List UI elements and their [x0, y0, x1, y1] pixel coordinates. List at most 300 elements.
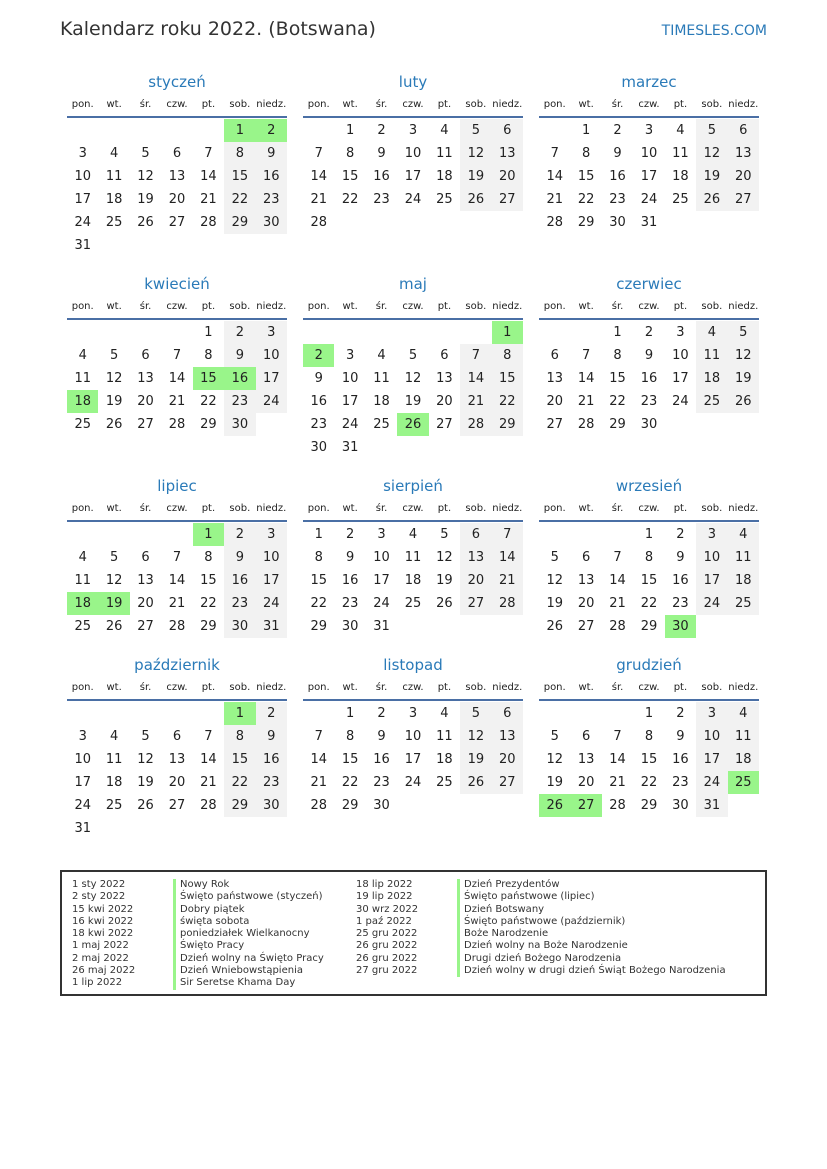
holiday-day-cell[interactable]: 25: [728, 771, 759, 794]
day-cell[interactable]: 26: [137, 215, 154, 230]
day-cell[interactable]: 25: [436, 775, 453, 790]
day-cell[interactable]: 28: [546, 215, 563, 230]
day-cell[interactable]: 21: [200, 775, 217, 790]
day-cell[interactable]: 26: [105, 619, 123, 634]
day-cell[interactable]: 7: [613, 729, 622, 744]
day-cell[interactable]: 5: [440, 527, 449, 542]
day-cell[interactable]: 16: [310, 394, 327, 409]
day-cell[interactable]: 12: [137, 169, 154, 184]
day-cell[interactable]: 12: [546, 573, 563, 588]
day-cell[interactable]: 11: [696, 344, 727, 367]
day-cell[interactable]: 30: [224, 413, 255, 436]
day-cell[interactable]: 6: [492, 702, 523, 725]
day-cell[interactable]: 27: [168, 215, 186, 230]
brand-link[interactable]: TIMESLES.COM: [661, 23, 767, 39]
day-cell[interactable]: 20: [492, 748, 523, 771]
day-cell[interactable]: 24: [256, 390, 287, 413]
day-cell[interactable]: 19: [137, 192, 154, 207]
day-cell[interactable]: 22: [341, 775, 359, 790]
day-cell[interactable]: 24: [373, 596, 390, 611]
day-cell[interactable]: 22: [341, 192, 359, 207]
day-cell[interactable]: 9: [345, 550, 355, 565]
day-cell[interactable]: 17: [640, 169, 658, 184]
day-cell[interactable]: 26: [436, 596, 453, 611]
day-cell[interactable]: 3: [78, 146, 87, 161]
day-cell[interactable]: 4: [377, 348, 386, 363]
day-cell[interactable]: 13: [168, 169, 186, 184]
holiday-day-cell[interactable]: 27: [570, 794, 601, 817]
day-cell[interactable]: 14: [577, 371, 595, 386]
day-cell[interactable]: 13: [546, 371, 563, 386]
day-cell[interactable]: 30: [310, 440, 327, 455]
day-cell[interactable]: 28: [577, 417, 595, 432]
day-cell[interactable]: 3: [408, 123, 418, 138]
day-cell[interactable]: 20: [168, 775, 186, 790]
day-cell[interactable]: 17: [74, 775, 91, 790]
day-cell[interactable]: 26: [696, 188, 727, 211]
day-cell[interactable]: 17: [404, 169, 422, 184]
day-cell[interactable]: 8: [224, 142, 255, 165]
day-cell[interactable]: 11: [436, 729, 453, 744]
day-cell[interactable]: 16: [256, 165, 287, 188]
day-cell[interactable]: 6: [141, 550, 150, 565]
day-cell[interactable]: 15: [577, 169, 595, 184]
day-cell[interactable]: 10: [696, 546, 727, 569]
day-cell[interactable]: 31: [341, 440, 359, 455]
day-cell[interactable]: 9: [613, 146, 622, 161]
day-cell[interactable]: 27: [137, 619, 154, 634]
day-cell[interactable]: 2: [676, 527, 685, 542]
day-cell[interactable]: 28: [168, 619, 186, 634]
day-cell[interactable]: 20: [577, 775, 595, 790]
day-cell[interactable]: 1: [204, 325, 213, 340]
day-cell[interactable]: 10: [373, 550, 390, 565]
day-cell[interactable]: 29: [492, 413, 523, 436]
day-cell[interactable]: 21: [492, 569, 523, 592]
day-cell[interactable]: 6: [172, 146, 182, 161]
day-cell[interactable]: 29: [224, 794, 255, 817]
day-cell[interactable]: 2: [377, 706, 386, 721]
day-cell[interactable]: 12: [436, 550, 453, 565]
day-cell[interactable]: 3: [644, 123, 654, 138]
day-cell[interactable]: 1: [581, 123, 591, 138]
day-cell[interactable]: 1: [613, 325, 622, 340]
holiday-day-cell[interactable]: 1: [224, 119, 255, 142]
day-cell[interactable]: 8: [644, 729, 654, 744]
day-cell[interactable]: 30: [609, 215, 626, 230]
day-cell[interactable]: 23: [310, 417, 327, 432]
day-cell[interactable]: 30: [256, 211, 287, 234]
day-cell[interactable]: 18: [436, 169, 453, 184]
day-cell[interactable]: 10: [404, 146, 422, 161]
day-cell[interactable]: 23: [672, 775, 689, 790]
day-cell[interactable]: 22: [577, 192, 595, 207]
day-cell[interactable]: 24: [696, 592, 727, 615]
day-cell[interactable]: 9: [676, 550, 685, 565]
day-cell[interactable]: 24: [256, 592, 287, 615]
day-cell[interactable]: 24: [74, 798, 91, 813]
day-cell[interactable]: 25: [74, 417, 91, 432]
day-cell[interactable]: 29: [310, 619, 327, 634]
holiday-day-cell[interactable]: 18: [67, 592, 98, 615]
day-cell[interactable]: 20: [492, 165, 523, 188]
day-cell[interactable]: 13: [436, 371, 453, 386]
day-cell[interactable]: 2: [644, 325, 654, 340]
day-cell[interactable]: 14: [200, 169, 217, 184]
day-cell[interactable]: 24: [404, 775, 422, 790]
day-cell[interactable]: 25: [672, 192, 689, 207]
day-cell[interactable]: 24: [696, 771, 727, 794]
day-cell[interactable]: 20: [137, 596, 154, 611]
day-cell[interactable]: 7: [613, 550, 622, 565]
day-cell[interactable]: 1: [345, 123, 355, 138]
day-cell[interactable]: 9: [224, 546, 255, 569]
day-cell[interactable]: 8: [204, 550, 213, 565]
day-cell[interactable]: 28: [492, 592, 523, 615]
day-cell[interactable]: 29: [200, 417, 217, 432]
day-cell[interactable]: 25: [436, 192, 453, 207]
day-cell[interactable]: 12: [404, 371, 422, 386]
day-cell[interactable]: 7: [492, 523, 523, 546]
day-cell[interactable]: 5: [408, 348, 418, 363]
day-cell[interactable]: 23: [341, 596, 359, 611]
day-cell[interactable]: 21: [168, 394, 186, 409]
day-cell[interactable]: 31: [74, 238, 91, 253]
day-cell[interactable]: 15: [640, 573, 658, 588]
day-cell[interactable]: 26: [137, 798, 154, 813]
day-cell[interactable]: 11: [74, 371, 91, 386]
day-cell[interactable]: 24: [341, 417, 359, 432]
day-cell[interactable]: 1: [644, 706, 654, 721]
holiday-day-cell[interactable]: 15: [193, 367, 224, 390]
day-cell[interactable]: 16: [609, 169, 626, 184]
day-cell[interactable]: 23: [373, 775, 390, 790]
day-cell[interactable]: 11: [728, 725, 759, 748]
day-cell[interactable]: 16: [672, 573, 689, 588]
day-cell[interactable]: 22: [310, 596, 327, 611]
day-cell[interactable]: 20: [436, 394, 453, 409]
day-cell[interactable]: 5: [728, 321, 759, 344]
day-cell[interactable]: 28: [310, 215, 327, 230]
day-cell[interactable]: 12: [137, 752, 154, 767]
day-cell[interactable]: 31: [74, 821, 91, 836]
day-cell[interactable]: 8: [224, 725, 255, 748]
day-cell[interactable]: 25: [373, 417, 390, 432]
day-cell[interactable]: 2: [676, 706, 685, 721]
day-cell[interactable]: 21: [310, 775, 327, 790]
day-cell[interactable]: 10: [640, 146, 658, 161]
day-cell[interactable]: 15: [640, 752, 658, 767]
day-cell[interactable]: 28: [609, 798, 626, 813]
day-cell[interactable]: 10: [404, 729, 422, 744]
day-cell[interactable]: 7: [204, 729, 213, 744]
day-cell[interactable]: 26: [728, 390, 759, 413]
day-cell[interactable]: 4: [676, 123, 685, 138]
day-cell[interactable]: 28: [168, 417, 186, 432]
day-cell[interactable]: 25: [105, 798, 123, 813]
day-cell[interactable]: 18: [373, 394, 390, 409]
day-cell[interactable]: 27: [577, 619, 595, 634]
holiday-day-cell[interactable]: 19: [98, 592, 129, 615]
day-cell[interactable]: 17: [256, 367, 287, 390]
day-cell[interactable]: 8: [492, 344, 523, 367]
day-cell[interactable]: 16: [373, 169, 390, 184]
day-cell[interactable]: 27: [492, 771, 523, 794]
day-cell[interactable]: 16: [373, 752, 390, 767]
day-cell[interactable]: 21: [609, 775, 626, 790]
day-cell[interactable]: 9: [256, 142, 287, 165]
day-cell[interactable]: 12: [460, 142, 491, 165]
day-cell[interactable]: 23: [256, 188, 287, 211]
day-cell[interactable]: 5: [141, 146, 150, 161]
day-cell[interactable]: 23: [640, 394, 658, 409]
holiday-day-cell[interactable]: 16: [224, 367, 255, 390]
day-cell[interactable]: 27: [492, 188, 523, 211]
day-cell[interactable]: 13: [728, 142, 759, 165]
day-cell[interactable]: 9: [676, 729, 685, 744]
day-cell[interactable]: 18: [105, 192, 123, 207]
day-cell[interactable]: 19: [105, 394, 123, 409]
day-cell[interactable]: 26: [460, 188, 491, 211]
holiday-day-cell[interactable]: 2: [303, 344, 334, 367]
day-cell[interactable]: 22: [609, 394, 626, 409]
day-cell[interactable]: 18: [696, 367, 727, 390]
day-cell[interactable]: 3: [676, 325, 685, 340]
day-cell[interactable]: 18: [404, 573, 422, 588]
day-cell[interactable]: 30: [640, 417, 658, 432]
day-cell[interactable]: 15: [609, 371, 626, 386]
day-cell[interactable]: 8: [314, 550, 323, 565]
day-cell[interactable]: 5: [460, 119, 491, 142]
day-cell[interactable]: 13: [137, 371, 154, 386]
day-cell[interactable]: 8: [613, 348, 622, 363]
day-cell[interactable]: 14: [492, 546, 523, 569]
day-cell[interactable]: 12: [460, 725, 491, 748]
day-cell[interactable]: 23: [609, 192, 626, 207]
day-cell[interactable]: 28: [200, 215, 217, 230]
day-cell[interactable]: 28: [460, 413, 491, 436]
day-cell[interactable]: 19: [460, 748, 491, 771]
day-cell[interactable]: 18: [105, 775, 123, 790]
day-cell[interactable]: 7: [172, 348, 182, 363]
day-cell[interactable]: 10: [696, 725, 727, 748]
holiday-day-cell[interactable]: 1: [224, 702, 255, 725]
day-cell[interactable]: 10: [256, 344, 287, 367]
day-cell[interactable]: 4: [440, 706, 449, 721]
day-cell[interactable]: 14: [460, 367, 491, 390]
day-cell[interactable]: 8: [644, 550, 654, 565]
day-cell[interactable]: 13: [577, 573, 595, 588]
holiday-day-cell[interactable]: 26: [397, 413, 428, 436]
day-cell[interactable]: 13: [168, 752, 186, 767]
day-cell[interactable]: 2: [377, 123, 386, 138]
day-cell[interactable]: 15: [310, 573, 327, 588]
day-cell[interactable]: 19: [460, 165, 491, 188]
day-cell[interactable]: 14: [310, 752, 327, 767]
day-cell[interactable]: 22: [492, 390, 523, 413]
day-cell[interactable]: 11: [105, 169, 123, 184]
day-cell[interactable]: 19: [546, 775, 563, 790]
day-cell[interactable]: 21: [609, 596, 626, 611]
day-cell[interactable]: 12: [728, 344, 759, 367]
day-cell[interactable]: 13: [577, 752, 595, 767]
day-cell[interactable]: 24: [640, 192, 658, 207]
day-cell[interactable]: 21: [577, 394, 595, 409]
day-cell[interactable]: 25: [404, 596, 422, 611]
day-cell[interactable]: 31: [373, 619, 390, 634]
day-cell[interactable]: 13: [492, 142, 523, 165]
day-cell[interactable]: 6: [460, 523, 491, 546]
day-cell[interactable]: 20: [460, 569, 491, 592]
day-cell[interactable]: 20: [577, 596, 595, 611]
day-cell[interactable]: 18: [672, 169, 689, 184]
day-cell[interactable]: 22: [224, 771, 255, 794]
day-cell[interactable]: 20: [728, 165, 759, 188]
day-cell[interactable]: 10: [672, 348, 689, 363]
day-cell[interactable]: 13: [137, 573, 154, 588]
day-cell[interactable]: 14: [200, 752, 217, 767]
holiday-day-cell[interactable]: 18: [67, 390, 98, 413]
day-cell[interactable]: 27: [728, 188, 759, 211]
day-cell[interactable]: 3: [345, 348, 355, 363]
day-cell[interactable]: 7: [204, 146, 213, 161]
day-cell[interactable]: 9: [377, 146, 386, 161]
holiday-day-cell[interactable]: 1: [492, 321, 523, 344]
day-cell[interactable]: 25: [728, 592, 759, 615]
day-cell[interactable]: 1: [345, 706, 355, 721]
day-cell[interactable]: 19: [728, 367, 759, 390]
day-cell[interactable]: 28: [200, 798, 217, 813]
day-cell[interactable]: 28: [310, 798, 327, 813]
day-cell[interactable]: 29: [609, 417, 626, 432]
day-cell[interactable]: 22: [224, 188, 255, 211]
day-cell[interactable]: 11: [404, 550, 422, 565]
day-cell[interactable]: 15: [200, 573, 217, 588]
day-cell[interactable]: 14: [546, 169, 563, 184]
day-cell[interactable]: 6: [172, 729, 182, 744]
day-cell[interactable]: 23: [672, 596, 689, 611]
day-cell[interactable]: 18: [728, 748, 759, 771]
day-cell[interactable]: 3: [256, 523, 287, 546]
day-cell[interactable]: 23: [224, 390, 255, 413]
day-cell[interactable]: 27: [436, 417, 453, 432]
day-cell[interactable]: 21: [546, 192, 563, 207]
holiday-day-cell[interactable]: 26: [539, 794, 570, 817]
day-cell[interactable]: 2: [345, 527, 355, 542]
day-cell[interactable]: 11: [672, 146, 689, 161]
day-cell[interactable]: 6: [581, 550, 591, 565]
day-cell[interactable]: 12: [105, 371, 123, 386]
day-cell[interactable]: 5: [460, 702, 491, 725]
day-cell[interactable]: 3: [256, 321, 287, 344]
day-cell[interactable]: 14: [609, 752, 626, 767]
day-cell[interactable]: 6: [492, 119, 523, 142]
day-cell[interactable]: 3: [696, 523, 727, 546]
day-cell[interactable]: 8: [345, 729, 355, 744]
day-cell[interactable]: 5: [550, 729, 559, 744]
day-cell[interactable]: 16: [640, 371, 658, 386]
day-cell[interactable]: 9: [644, 348, 654, 363]
day-cell[interactable]: 7: [460, 344, 491, 367]
day-cell[interactable]: 28: [609, 619, 626, 634]
day-cell[interactable]: 31: [696, 794, 727, 817]
day-cell[interactable]: 29: [341, 798, 359, 813]
day-cell[interactable]: 15: [224, 748, 255, 771]
day-cell[interactable]: 8: [204, 348, 213, 363]
day-cell[interactable]: 6: [141, 348, 150, 363]
day-cell[interactable]: 17: [404, 752, 422, 767]
day-cell[interactable]: 4: [408, 527, 418, 542]
day-cell[interactable]: 24: [672, 394, 689, 409]
day-cell[interactable]: 24: [74, 215, 91, 230]
day-cell[interactable]: 29: [640, 798, 658, 813]
day-cell[interactable]: 14: [310, 169, 327, 184]
day-cell[interactable]: 30: [341, 619, 359, 634]
day-cell[interactable]: 30: [256, 794, 287, 817]
day-cell[interactable]: 30: [224, 615, 255, 638]
day-cell[interactable]: 3: [408, 706, 418, 721]
day-cell[interactable]: 25: [696, 390, 727, 413]
day-cell[interactable]: 23: [224, 592, 255, 615]
day-cell[interactable]: 9: [224, 344, 255, 367]
day-cell[interactable]: 20: [137, 394, 154, 409]
day-cell[interactable]: 15: [341, 169, 359, 184]
day-cell[interactable]: 23: [256, 771, 287, 794]
day-cell[interactable]: 2: [224, 523, 255, 546]
day-cell[interactable]: 14: [168, 573, 186, 588]
day-cell[interactable]: 21: [168, 596, 186, 611]
day-cell[interactable]: 30: [373, 798, 390, 813]
day-cell[interactable]: 8: [581, 146, 591, 161]
day-cell[interactable]: 12: [696, 142, 727, 165]
day-cell[interactable]: 5: [550, 550, 559, 565]
day-cell[interactable]: 16: [256, 748, 287, 771]
day-cell[interactable]: 4: [109, 146, 119, 161]
day-cell[interactable]: 29: [577, 215, 595, 230]
day-cell[interactable]: 20: [546, 394, 563, 409]
day-cell[interactable]: 19: [404, 394, 422, 409]
day-cell[interactable]: 25: [74, 619, 91, 634]
day-cell[interactable]: 16: [224, 569, 255, 592]
holiday-day-cell[interactable]: 1: [193, 523, 224, 546]
day-cell[interactable]: 19: [137, 775, 154, 790]
day-cell[interactable]: 22: [200, 596, 217, 611]
day-cell[interactable]: 15: [492, 367, 523, 390]
day-cell[interactable]: 5: [141, 729, 150, 744]
day-cell[interactable]: 4: [696, 321, 727, 344]
day-cell[interactable]: 27: [460, 592, 491, 615]
day-cell[interactable]: 2: [256, 702, 287, 725]
day-cell[interactable]: 27: [546, 417, 563, 432]
day-cell[interactable]: 11: [373, 371, 390, 386]
day-cell[interactable]: 18: [728, 569, 759, 592]
day-cell[interactable]: 6: [440, 348, 449, 363]
day-cell[interactable]: 16: [672, 752, 689, 767]
day-cell[interactable]: 3: [377, 527, 386, 542]
day-cell[interactable]: 9: [314, 371, 323, 386]
day-cell[interactable]: 21: [200, 192, 217, 207]
day-cell[interactable]: 17: [696, 748, 727, 771]
day-cell[interactable]: 17: [696, 569, 727, 592]
day-cell[interactable]: 29: [200, 619, 217, 634]
day-cell[interactable]: 11: [74, 573, 91, 588]
day-cell[interactable]: 17: [373, 573, 390, 588]
day-cell[interactable]: 5: [696, 119, 727, 142]
day-cell[interactable]: 17: [256, 569, 287, 592]
day-cell[interactable]: 6: [728, 119, 759, 142]
day-cell[interactable]: 22: [640, 596, 658, 611]
day-cell[interactable]: 13: [460, 546, 491, 569]
